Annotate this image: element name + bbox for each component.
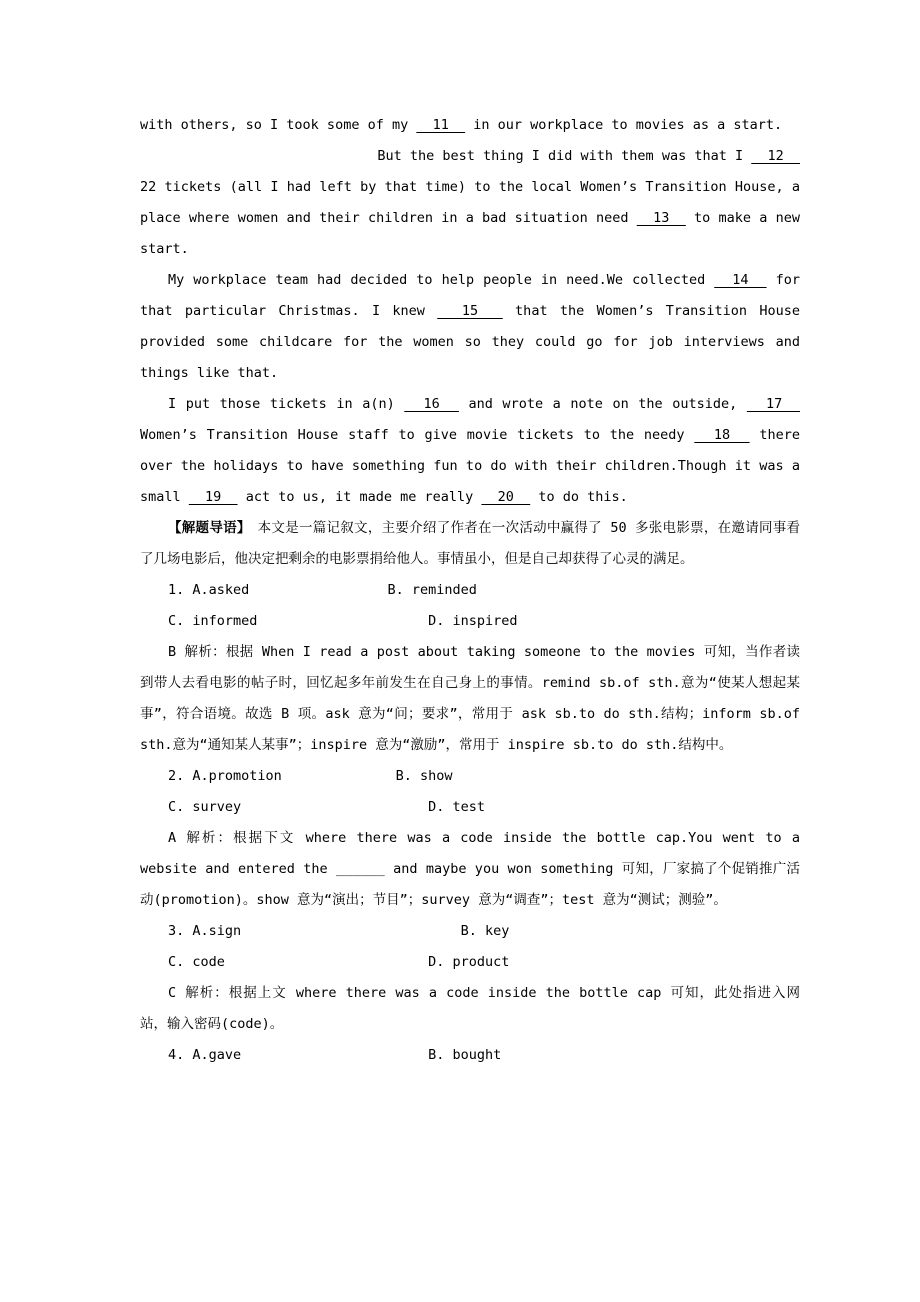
cloze-blank-12: 12 [751, 148, 800, 164]
q4-options-row-1: 4. A.gave B. bought [168, 1047, 502, 1063]
passage-para-1: 22 tickets (all I had left by that time) to the local Women’s Transition House, a place where women and their children in a bad situation need 13 to make a new start. [140, 179, 800, 257]
q2-options-row-2: C. survey D. test [168, 799, 485, 815]
cloze-blank-11: 11 [416, 117, 466, 133]
cloze-blank-20: 20 [481, 489, 531, 505]
document-body [140, 110, 800, 1071]
passage-line-1: with others, so I took some of my 11 in our workplace to movies as a start. [140, 117, 783, 133]
cloze-blank-13: 13 [636, 210, 686, 226]
q3-options-row-1: 3. A.sign B. key [168, 923, 510, 939]
cloze-blank-14: 14 [714, 272, 767, 288]
q1-options-row-1: 1. A.asked B. reminded [168, 582, 477, 598]
q1-options-row-2: C. informed D. inspired [168, 613, 518, 629]
q1-answer: B 解析：根据 When I read a post about taking someone to the movies 可知，当作者读到带人去看电影的帖子时，回忆起多年前发生在自己身上的事情。remind sb.of sth.意为“使某人想起某事”，符合语境。故选 B 项。ask 意为“问；要求”，常用于 ask sb.to do sth.结构；inform sb.of sth.意为“通知某人某事”；inspire 意为“激励”，常用于 inspire sb.to do sth.结构中。 [140, 644, 800, 753]
passage-para-3: I put those tickets in a(n) 16 and wrote a note on the outside, 17 Women’s Transition House staff to give movie tickets to the needy 18 there over the holidays to have something fun to do with their children.Though it was a small 19 act to us, it made me really 20 to do this. [140, 396, 800, 505]
cloze-blank-16: 16 [404, 396, 459, 412]
guide-note: 【解题导语】 本文是一篇记叙文，主要介绍了作者在一次活动中赢得了 50 多张电影票，在邀请同事看了几场电影后，他决定把剩余的电影票捐给他人。事情虽小，但是自己却获得了心灵的满足。 [140, 520, 801, 567]
q3-options-row-2: C. code D. product [168, 954, 510, 970]
cloze-blank-17: 17 [746, 396, 800, 412]
passage-line-2: But the best thing I did with them was that I 12 [377, 148, 800, 164]
cloze-blank-18: 18 [694, 427, 750, 443]
passage-para-2: My workplace team had decided to help people in need.We collected 14 for that particular Christmas. I knew 15 that the Women’s Transition House provided some childcare for the women so they could go for job interviews and things like that. [140, 272, 800, 381]
q2-options-row-1: 2. A.promotion B. show [168, 768, 453, 784]
q2-answer: A 解析：根据下文 where there was a code inside the bottle cap.You went to a website and entered the ______ and maybe you won something 可知，厂家搞了个促销推广活动(promotion)。show 意为“演出；节目”；survey 意为“调查”；test 意为“测试；测验”。 [140, 830, 800, 908]
guide-note-label: 【解题导语】 [168, 520, 244, 536]
cloze-blank-15: 15 [437, 303, 503, 319]
cloze-blank-19: 19 [188, 489, 238, 505]
q3-answer: C 解析：根据上文 where there was a code inside the bottle cap 可知，此处指进入网站，输入密码(code)。 [140, 985, 800, 1032]
